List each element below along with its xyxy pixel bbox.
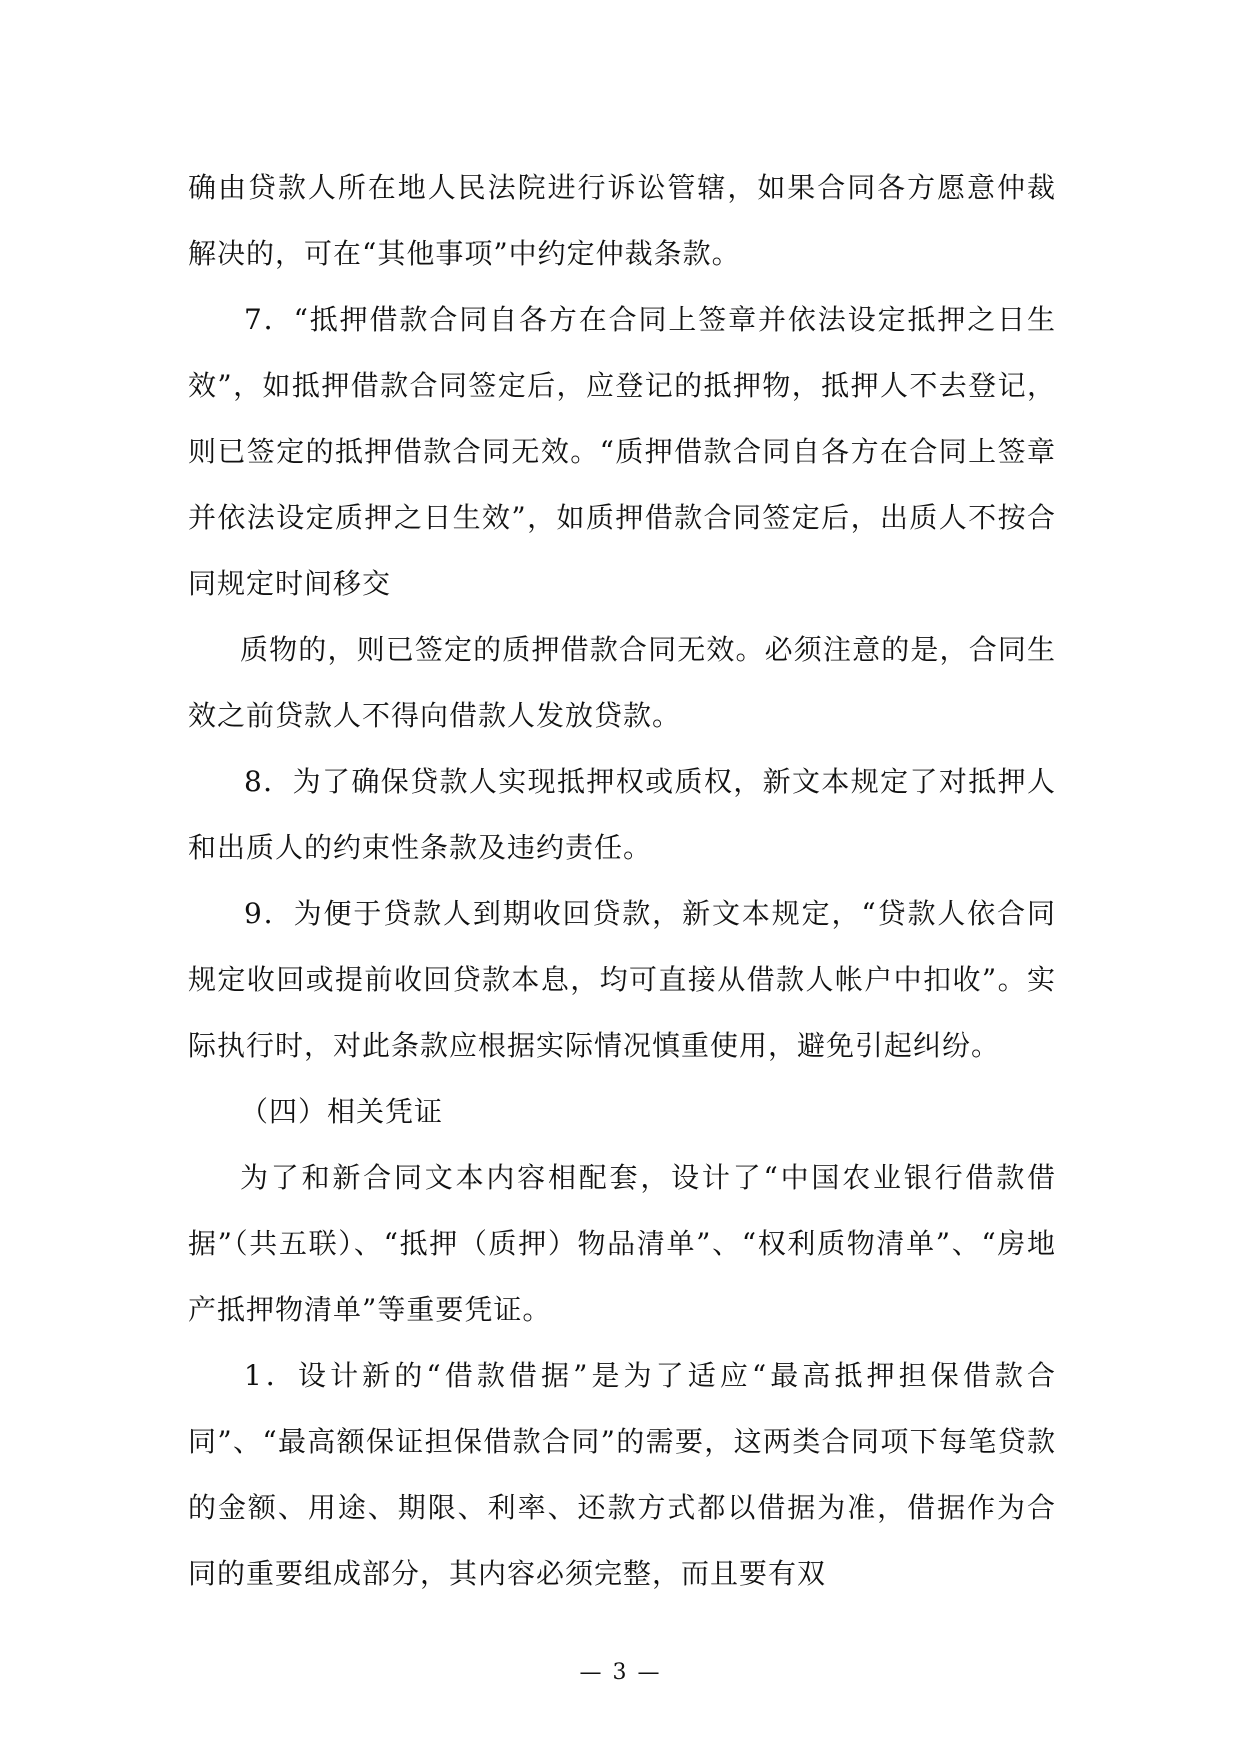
paragraph-item-8: 8．为了确保贷款人实现抵押权或质权，新文本规定了对抵押人和出质人的约束性条款及违约责任。 <box>188 765 1056 864</box>
paragraph-continuation: 确由贷款人所在地人民法院进行诉讼管辖，如果合同各方愿意仲裁解决的，可在“其他事项”中约定仲裁条款。 <box>188 171 1056 270</box>
paragraph-pledge-continuation: 质物的，则已签定的质押借款合同无效。必须注意的是，合同生效之前贷款人不得向借款人发放贷款。 <box>188 633 1056 732</box>
paragraph-vouchers-intro: 为了和新合同文本内容相配套，设计了“中国农业银行借款借据”（共五联）、“抵押（质押）物品清单”、“权利质物清单”、“房地产抵押物清单”等重要凭证。 <box>188 1161 1056 1326</box>
paragraph-item-9: 9．为便于贷款人到期收回贷款，新文本规定，“贷款人依合同规定收回或提前收回贷款本息，均可直接从借款人帐户中扣收”。实际执行时，对此条款应根据实际情况慎重使用，避免引起纠纷。 <box>188 897 1056 1062</box>
page-number: — 3 — <box>579 1660 662 1685</box>
document-body <box>188 155 1056 1607</box>
section-heading-related-vouchers: （四）相关凭证 <box>240 1095 444 1128</box>
paragraph-item-7: 7．“抵押借款合同自各方在合同上签章并依法设定抵押之日生效”，如抵押借款合同签定后，应登记的抵押物，抵押人不去登记，则已签定的抵押借款合同无效。“质押借款合同自各方在合同上签章并依法设定质押之日生效”，如质押借款合同签定后，出质人不按合同规定时间移交 <box>188 303 1056 600</box>
paragraph-item-1: 1．设计新的“借款借据”是为了适应“最高抵押担保借款合同”、“最高额保证担保借款合同”的需要，这两类合同项下每笔贷款的金额、用途、期限、利率、还款方式都以借据为准，借据作为合同的重要组成部分，其内容必须完整，而且要有双 <box>188 1359 1056 1590</box>
